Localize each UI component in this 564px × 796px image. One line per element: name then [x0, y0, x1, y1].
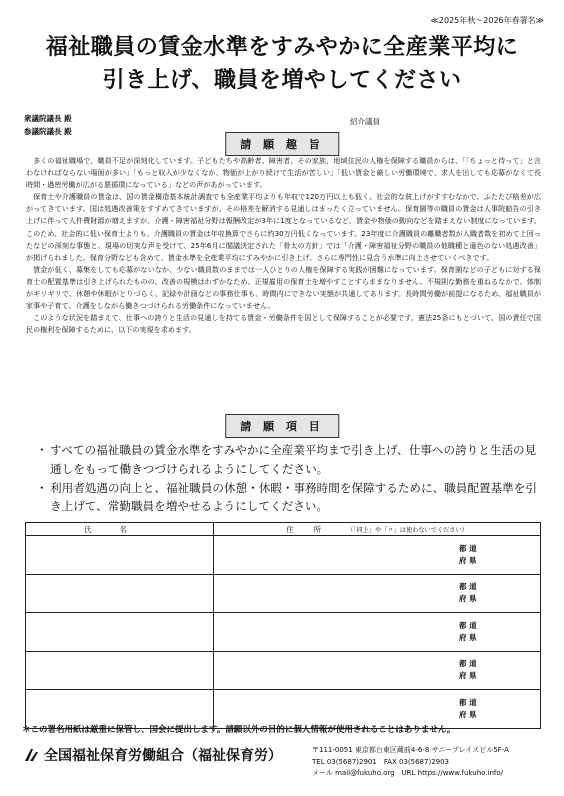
- introducer-label: 紹介議員: [350, 117, 380, 126]
- address-column-header: [214, 523, 541, 536]
- name-field[interactable]: [26, 574, 214, 613]
- name-column-header: 氏名: [26, 523, 214, 536]
- prefecture-label-bottom: 府 県: [459, 709, 477, 719]
- name-field[interactable]: [26, 613, 214, 652]
- prefecture-label-top: 都 道: [459, 582, 477, 592]
- union-logo-icon: [22, 746, 40, 764]
- petition-items: [36, 441, 546, 516]
- organization-block: [22, 745, 282, 765]
- organization-contact: [312, 745, 509, 780]
- addressee-house-of-councillors: 参議院議長 殿: [24, 127, 72, 136]
- prefecture-label-bottom: 府 県: [459, 671, 477, 681]
- petition-item-text: 利用者処遇の向上と、福祉職員の休憩・休暇・事務時間を保障するために、職員配置基準を引き上げて、常勤職員を増やせるようにしてください。: [50, 480, 537, 514]
- petition-item: [36, 441, 546, 479]
- bullet-icon: ・: [36, 480, 48, 495]
- reason-paragraph: 賃金が低く、募集をしても応募がないなか、少ない職員数のままでは一人ひとりの人権を保障する実践が困難になっています。保育園などの子どもに対する保育士の配置基準は引き上げられたものの、改善の規模はわずかなため、正規雇用の保育士を増やすことすらままなりません。不規則な勤務を重ねるなかで、体制がギリギリで、休憩や休暇がとりづらく、記録や計画などの事務仕事も、時間内にできない実態が共通してあります。長時間労働が前提になるため、福祉職員が家事や子育て、介護をしながら働きつづけられる労働条件になっていません。: [26, 264, 541, 311]
- bullet-icon: ・: [36, 443, 48, 457]
- name-field[interactable]: [26, 651, 214, 690]
- prefecture-label-bottom: 府 県: [459, 594, 477, 604]
- prefecture-label-top: 都 道: [459, 620, 477, 630]
- reason-body: [26, 155, 541, 336]
- address-field[interactable]: [214, 574, 541, 613]
- reason-paragraph: このような状況を踏まえて、仕事への誇りと生活の見通しを持てる賃金・労働条件を国として保障することが必要です。憲法25条にもとづいて、国の責任で国民の権利を保障するために、以下の実現を求めます。: [26, 313, 541, 335]
- prefecture-label-top: 都 道: [459, 697, 477, 707]
- reason-heading: 請 願 趣 旨: [225, 132, 339, 156]
- organization-address: 〒111-0051 東京都台東区蔵前4-6-8 サニープレイスビル5F-A: [312, 746, 509, 754]
- prefecture-label-top: 都 道: [459, 659, 477, 669]
- season-label: ≪2025年秋〜2026年春署名≫: [430, 16, 544, 25]
- address-field[interactable]: [214, 651, 541, 690]
- page-title-line1: 福祉職員の賃金水準をすみやかに全産業平均に: [45, 35, 519, 60]
- petition-item-text: すべての福祉職員の賃金水準をすみやかに全産業平均まで引き上げ、仕事への誇りと生活の見通しをもって働きつづけられるようにしてください。: [50, 443, 537, 476]
- organization-tel-fax: TEL 03(5687)2901 FAX 03(5687)2903: [312, 757, 450, 766]
- address-header-note: （「同上」や「〃」は使わないでください）: [347, 526, 468, 534]
- petition-item: [36, 479, 546, 517]
- addressee-house-of-representatives: 衆議院議長 殿: [24, 114, 72, 123]
- reason-paragraph: 多くの福祉職場で、職員不足が深刻化しています。子どもたちや高齢者、障害者、その家族、地域住民の人権を保障する職員からは、「「ちょっと待って」と言わなければならない場面が多い」「もっと収入が少なくなか、物価が上がり続けて生活が苦しい」「低い賃金と厳しい労働環境で、求人を出しても応募がなくて長時間・過密労働が広がる悪循環になっている」などの声があがっています。: [26, 156, 541, 190]
- prefecture-label-bottom: 府 県: [459, 632, 477, 642]
- name-field[interactable]: [26, 536, 214, 575]
- privacy-footnote: ＊この署名用紙は厳重に保管し、国会に提出します。請願以外の目的に個人情報が使用されることはありません。: [22, 725, 456, 735]
- prefecture-label-bottom: 府 県: [459, 555, 477, 565]
- address-field[interactable]: [214, 536, 541, 575]
- reason-paragraph: 保育士や介護職員の賃金は、国の賃金構造基本統計調査でも全産業平均よりも年収で120万円以上も低く、社会的な貧上げがすすむなかで、ふたたび格差が広がってきています。国は処遇改善策をすすめてきていますが、その格差を解消する見通しはまったく立っていません。保育園等の職員の賃金は人事院勧告の引き上げに伴って人件費財源が増えますが、介護・障害福祉分野は報酬改定が3年に1度となっているなど、賃金や物価の動向などを踏まえない制度になっています。このため、社会的に低い保育士よりも、介護職員の賃金は年収換算でさらに約30万円低くなっています。23年度に介護職員の離職者数が入職者数を初めて上回ったなどの深刻な事態と、現場の切実な声を受けて、25年6月に閣議決定された「骨太の方針」では「介護・障害福祉分野の職員の他職種と遜色のない処遇改善」が掲げられました。保育分野なども含めて、賃金水準を全産業平均にすみやかに引き上げ、さらに専門性に見合う水準に向上させていくべきです。: [26, 192, 541, 262]
- prefecture-label-top: 都 道: [459, 543, 477, 553]
- signature-row: [26, 536, 541, 575]
- signature-row: [26, 613, 541, 652]
- address-field[interactable]: [214, 613, 541, 652]
- organization-mail-url[interactable]: メール mail@fukuho.org URL https://www.fukuho.info/: [312, 769, 504, 777]
- signature-row: [26, 651, 541, 690]
- address-header-label: 住所: [286, 524, 342, 534]
- organization-name: 全国福祉保育労働組合（福祉保育労）: [44, 748, 282, 764]
- page-title-line2: 引き上げ、職員を増やしてください: [102, 68, 462, 93]
- signature-table: [25, 522, 541, 729]
- signature-table-header: [26, 523, 541, 536]
- items-heading: 請 願 項 目: [225, 414, 339, 438]
- signature-row: [26, 574, 541, 613]
